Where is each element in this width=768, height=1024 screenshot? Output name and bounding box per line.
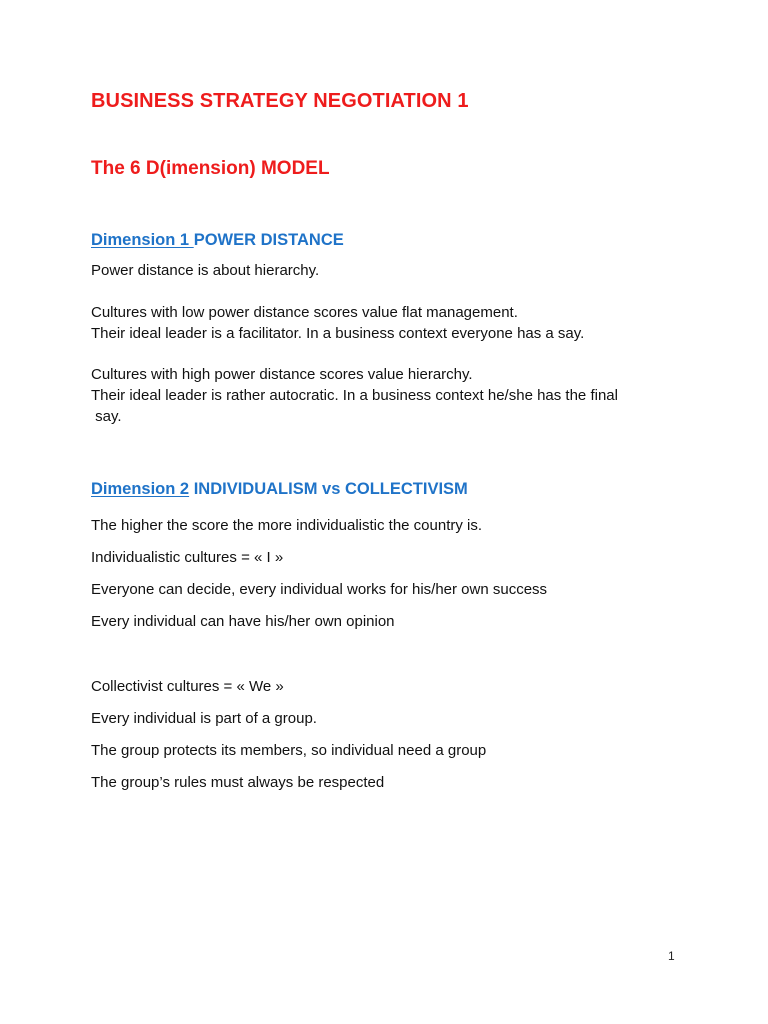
document-title: BUSINESS STRATEGY NEGOTIATION 1 — [91, 90, 469, 112]
dimension-2-line: The higher the score the more individualistic the country is. — [91, 517, 483, 534]
dimension-1-line: Cultures with low power distance scores value flat management. — [91, 304, 518, 321]
dimension-2-line: The group’s rules must always be respected — [91, 774, 385, 791]
dimension-2-line: The group protects its members, so individual need a group — [91, 742, 487, 759]
dimension-1-line: say. — [91, 408, 122, 425]
dimension-2-line: Every individual is part of a group. — [91, 710, 317, 727]
dimension-1-line: Cultures with high power distance scores value hierarchy. — [91, 366, 473, 383]
dimension-1-line: Power distance is about hierarchy. — [91, 262, 320, 279]
dimension-1-link[interactable]: Dimension 1 — [91, 231, 194, 249]
dimension-1-heading — [91, 231, 344, 250]
dimension-1-name: POWER DISTANCE — [193, 231, 344, 249]
dimension-2-line: Individualistic cultures = « I » — [91, 549, 284, 566]
dimension-2-line: Every individual can have his/her own opinion — [91, 613, 395, 630]
dimension-1-line: Their ideal leader is rather autocratic. In a business context he/she has the final — [91, 387, 618, 404]
document-subtitle: The 6 D(imension) MODEL — [91, 158, 330, 179]
dimension-2-name: INDIVIDUALISM vs COLLECTIVISM — [189, 480, 468, 498]
dimension-2-line: Collectivist cultures = « We » — [91, 678, 284, 695]
dimension-2-link[interactable]: Dimension 2 — [91, 480, 190, 498]
dimension-1-line: Their ideal leader is a facilitator. In a business context everyone has a say. — [91, 325, 585, 342]
dimension-2-line: Everyone can decide, every individual works for his/her own success — [91, 581, 548, 598]
dimension-2-heading — [91, 480, 468, 499]
page-number: 1 — [668, 949, 675, 963]
